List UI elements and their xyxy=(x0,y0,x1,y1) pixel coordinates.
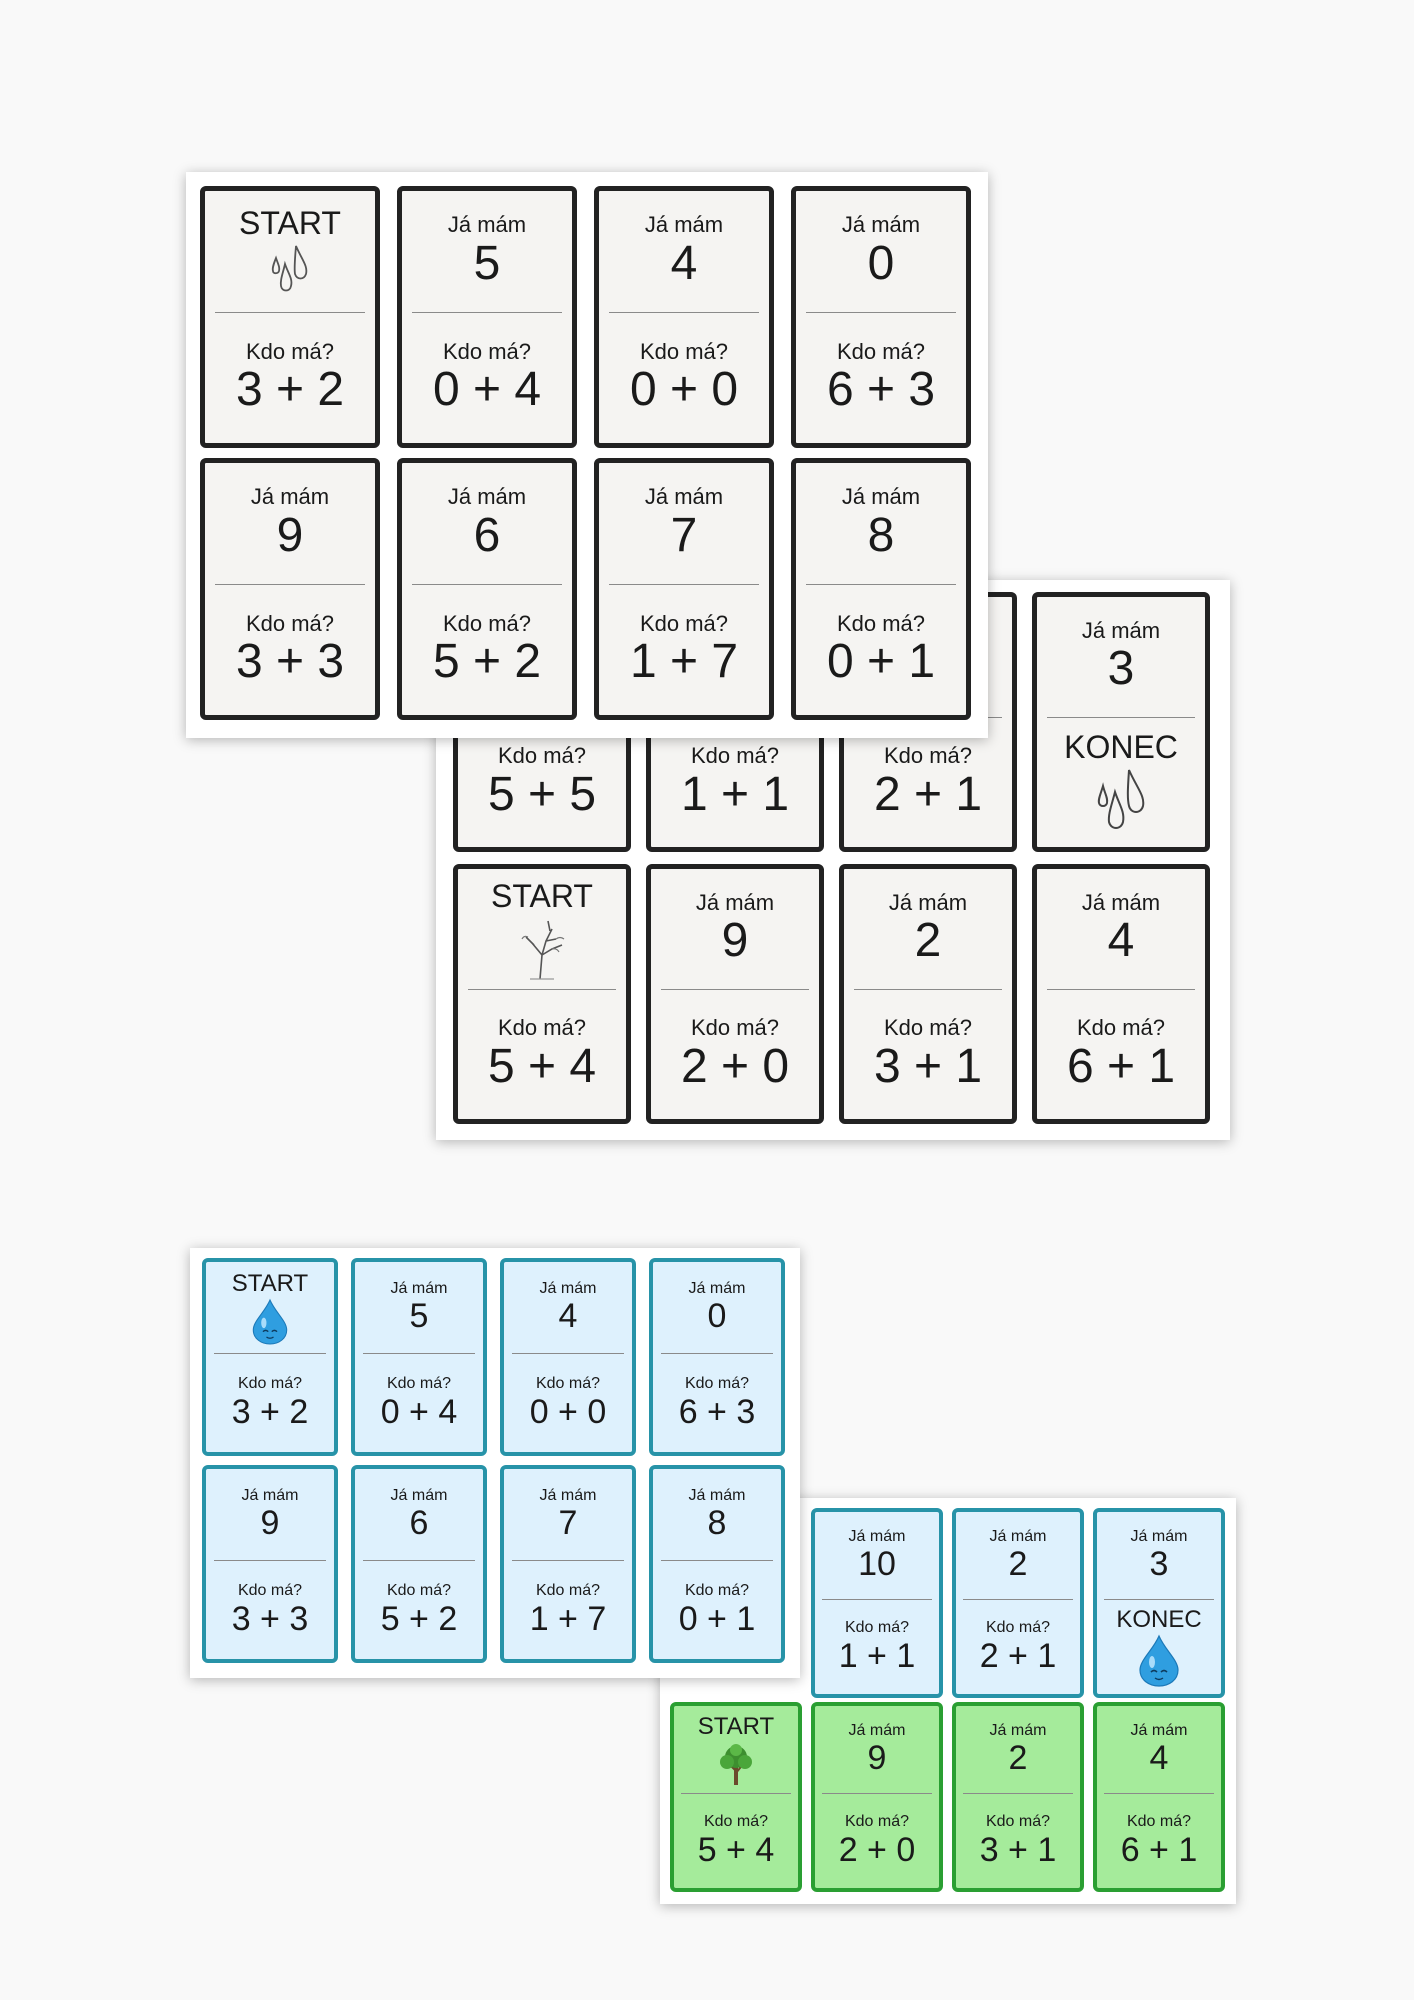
card-top-label: Já mám xyxy=(688,1486,746,1504)
card xyxy=(1032,864,1210,1124)
card xyxy=(649,1465,785,1663)
card-question-value: 0 + 0 xyxy=(529,1392,607,1431)
card-top-label: Já mám xyxy=(447,484,527,510)
card-question-label: Kdo má? xyxy=(442,610,532,636)
card xyxy=(791,186,971,448)
card-top-value: 10 xyxy=(858,1545,896,1584)
card-question-value: 2 + 1 xyxy=(979,1636,1057,1675)
card-question-label: Kdo má? xyxy=(1126,1813,1192,1831)
card-start xyxy=(453,864,631,1124)
card xyxy=(646,864,824,1124)
card-question-value: 5 + 4 xyxy=(487,1039,597,1093)
card-top-value: 0 xyxy=(707,1297,727,1336)
card-top-value: 9 xyxy=(260,1504,280,1543)
card-top-label: Já mám xyxy=(888,889,968,915)
water-drops-outline-icon xyxy=(266,242,314,298)
card-question-label: Kdo má? xyxy=(684,1375,750,1393)
card-question-label: Kdo má? xyxy=(836,338,926,364)
card-top-label: Já mám xyxy=(989,1527,1047,1545)
card-top-label: Já mám xyxy=(241,1486,299,1504)
card-top-label: Já mám xyxy=(1130,1721,1188,1739)
card-top-value: 5 xyxy=(473,236,501,290)
card-question-value: 5 + 2 xyxy=(380,1599,458,1638)
card-question-value: 3 + 3 xyxy=(235,635,345,689)
card xyxy=(500,1258,636,1456)
card-question-value: 0 + 4 xyxy=(432,363,542,417)
card xyxy=(952,1702,1084,1892)
card-top-label: Já mám xyxy=(695,889,775,915)
card-question-value: 3 + 1 xyxy=(873,1039,983,1093)
card-question-value: 3 + 2 xyxy=(231,1392,309,1431)
card-top-value: 4 xyxy=(1107,914,1135,968)
card xyxy=(594,458,774,720)
card-top-value: 9 xyxy=(721,914,749,968)
card-question-value: 5 + 5 xyxy=(487,767,597,821)
card-question-value: 0 + 1 xyxy=(826,635,936,689)
card-question-label: Kdo má? xyxy=(386,1375,452,1393)
blue-card-sheet-front xyxy=(190,1248,800,1678)
card-question-value: 6 + 1 xyxy=(1120,1830,1198,1869)
card xyxy=(811,1508,943,1698)
card-question-label: Kdo má? xyxy=(684,1582,750,1600)
card-top-value: 4 xyxy=(670,236,698,290)
card-question-value: 2 + 1 xyxy=(873,767,983,821)
card-question-label: Kdo má? xyxy=(690,743,780,769)
water-drop-character-icon xyxy=(1134,1634,1184,1688)
card xyxy=(594,186,774,448)
card-top-label: Já mám xyxy=(1081,617,1161,643)
card-end-label: KONEC xyxy=(1116,1606,1202,1634)
card-question-label: Kdo má? xyxy=(883,743,973,769)
card xyxy=(1093,1702,1225,1892)
card-top-label: Já mám xyxy=(1081,889,1161,915)
card-top-value: 8 xyxy=(867,508,895,562)
card-question-value: 0 + 4 xyxy=(380,1392,458,1431)
card-top-value: 4 xyxy=(558,1297,578,1336)
card-question-label: Kdo má? xyxy=(985,1619,1051,1637)
card-question-label: Kdo má? xyxy=(442,338,532,364)
card xyxy=(351,1258,487,1456)
card-question-label: Kdo má? xyxy=(237,1375,303,1393)
card-start xyxy=(670,1702,802,1892)
card-top-value: 6 xyxy=(409,1504,429,1543)
card-question-value: 1 + 1 xyxy=(680,767,790,821)
card xyxy=(791,458,971,720)
card-question-label: Kdo má? xyxy=(844,1619,910,1637)
green-tree-icon xyxy=(716,1741,756,1787)
card xyxy=(500,1465,636,1663)
card-question-value: 3 + 2 xyxy=(235,363,345,417)
card-question-label: Kdo má? xyxy=(639,610,729,636)
card-top-value: 3 xyxy=(1149,1545,1169,1584)
card-question-value: 6 + 3 xyxy=(826,363,936,417)
card-question-label: Kdo má? xyxy=(237,1582,303,1600)
bare-tree-sketch-icon xyxy=(512,915,572,981)
card xyxy=(649,1258,785,1456)
card-top-label: Já mám xyxy=(539,1486,597,1504)
card-question-value: 0 + 0 xyxy=(629,363,739,417)
card-top-value: 6 xyxy=(473,508,501,562)
card-question-label: Kdo má? xyxy=(386,1582,452,1600)
card-top-value: 9 xyxy=(276,508,304,562)
card xyxy=(202,1465,338,1663)
card-question-label: Kdo má? xyxy=(690,1015,780,1041)
card-start xyxy=(202,1258,338,1456)
card-question-label: Kdo má? xyxy=(535,1375,601,1393)
card-question-value: 3 + 3 xyxy=(231,1599,309,1638)
water-drop-character-icon xyxy=(248,1298,292,1346)
card xyxy=(839,864,1017,1124)
card xyxy=(952,1508,1084,1698)
card-top-label: Já mám xyxy=(848,1721,906,1739)
card-question-value: 5 + 2 xyxy=(432,635,542,689)
card-top-label: Já mám xyxy=(390,1279,448,1297)
card-question-value: 2 + 0 xyxy=(838,1830,916,1869)
card-question-label: Kdo má? xyxy=(245,610,335,636)
card-end-label: KONEC xyxy=(1064,729,1178,765)
card-top-value: 3 xyxy=(1107,642,1135,696)
card-question-value: 1 + 7 xyxy=(629,635,739,689)
card-question-label: Kdo má? xyxy=(245,338,335,364)
water-drops-outline-icon xyxy=(1091,766,1151,836)
card-start xyxy=(200,186,380,448)
card-question-label: Kdo má? xyxy=(535,1582,601,1600)
card-top-value: 2 xyxy=(1008,1739,1028,1778)
card xyxy=(351,1465,487,1663)
card xyxy=(397,186,577,448)
card-end xyxy=(1032,592,1210,852)
card-top-value: 7 xyxy=(558,1504,578,1543)
card-question-value: 5 + 4 xyxy=(697,1830,775,1869)
card-top-label: Já mám xyxy=(539,1279,597,1297)
card-top-label: Já mám xyxy=(841,212,921,238)
card-top-label: Já mám xyxy=(841,484,921,510)
card-end xyxy=(1093,1508,1225,1698)
card-question-label: Kdo má? xyxy=(1076,1015,1166,1041)
card-question-label: Kdo má? xyxy=(836,610,926,636)
card-top-label: Já mám xyxy=(644,484,724,510)
card-top-value: 2 xyxy=(914,914,942,968)
card-question-value: 1 + 1 xyxy=(838,1636,916,1675)
card-top-label: Já mám xyxy=(390,1486,448,1504)
card-top-label: Já mám xyxy=(250,484,330,510)
card-question-value: 6 + 1 xyxy=(1066,1039,1176,1093)
card-question-label: Kdo má? xyxy=(844,1813,910,1831)
card-question-label: Kdo má? xyxy=(883,1015,973,1041)
card xyxy=(397,458,577,720)
card-top-label: Já mám xyxy=(644,212,724,238)
bw-card-sheet-front xyxy=(186,172,988,738)
card-top-value: 0 xyxy=(867,236,895,290)
card-top-value: 2 xyxy=(1008,1545,1028,1584)
card-question-value: 0 + 1 xyxy=(678,1599,756,1638)
card-top-label: Já mám xyxy=(848,1527,906,1545)
card-start-label: START xyxy=(491,877,593,914)
card-question-label: Kdo má? xyxy=(497,743,587,769)
card-top-label: Já mám xyxy=(447,212,527,238)
card-top-value: 5 xyxy=(409,1297,429,1336)
card-question-label: Kdo má? xyxy=(703,1813,769,1831)
card-question-value: 2 + 0 xyxy=(680,1039,790,1093)
card-question-label: Kdo má? xyxy=(497,1015,587,1041)
card-top-label: Já mám xyxy=(989,1721,1047,1739)
card-question-value: 1 + 7 xyxy=(529,1599,607,1638)
card xyxy=(200,458,380,720)
card-question-label: Kdo má? xyxy=(639,338,729,364)
card-start-label: START xyxy=(697,1712,775,1740)
card-top-value: 8 xyxy=(707,1504,727,1543)
card-start-label: START xyxy=(231,1269,309,1297)
card-start-label: START xyxy=(239,204,341,241)
card xyxy=(811,1702,943,1892)
card-top-value: 9 xyxy=(867,1739,887,1778)
card-top-label: Já mám xyxy=(1130,1527,1188,1545)
card-top-value: 4 xyxy=(1149,1739,1169,1778)
card-question-value: 3 + 1 xyxy=(979,1830,1057,1869)
card-top-label: Já mám xyxy=(688,1279,746,1297)
card-question-label: Kdo má? xyxy=(985,1813,1051,1831)
card-question-value: 6 + 3 xyxy=(678,1392,756,1431)
card-top-value: 7 xyxy=(670,508,698,562)
